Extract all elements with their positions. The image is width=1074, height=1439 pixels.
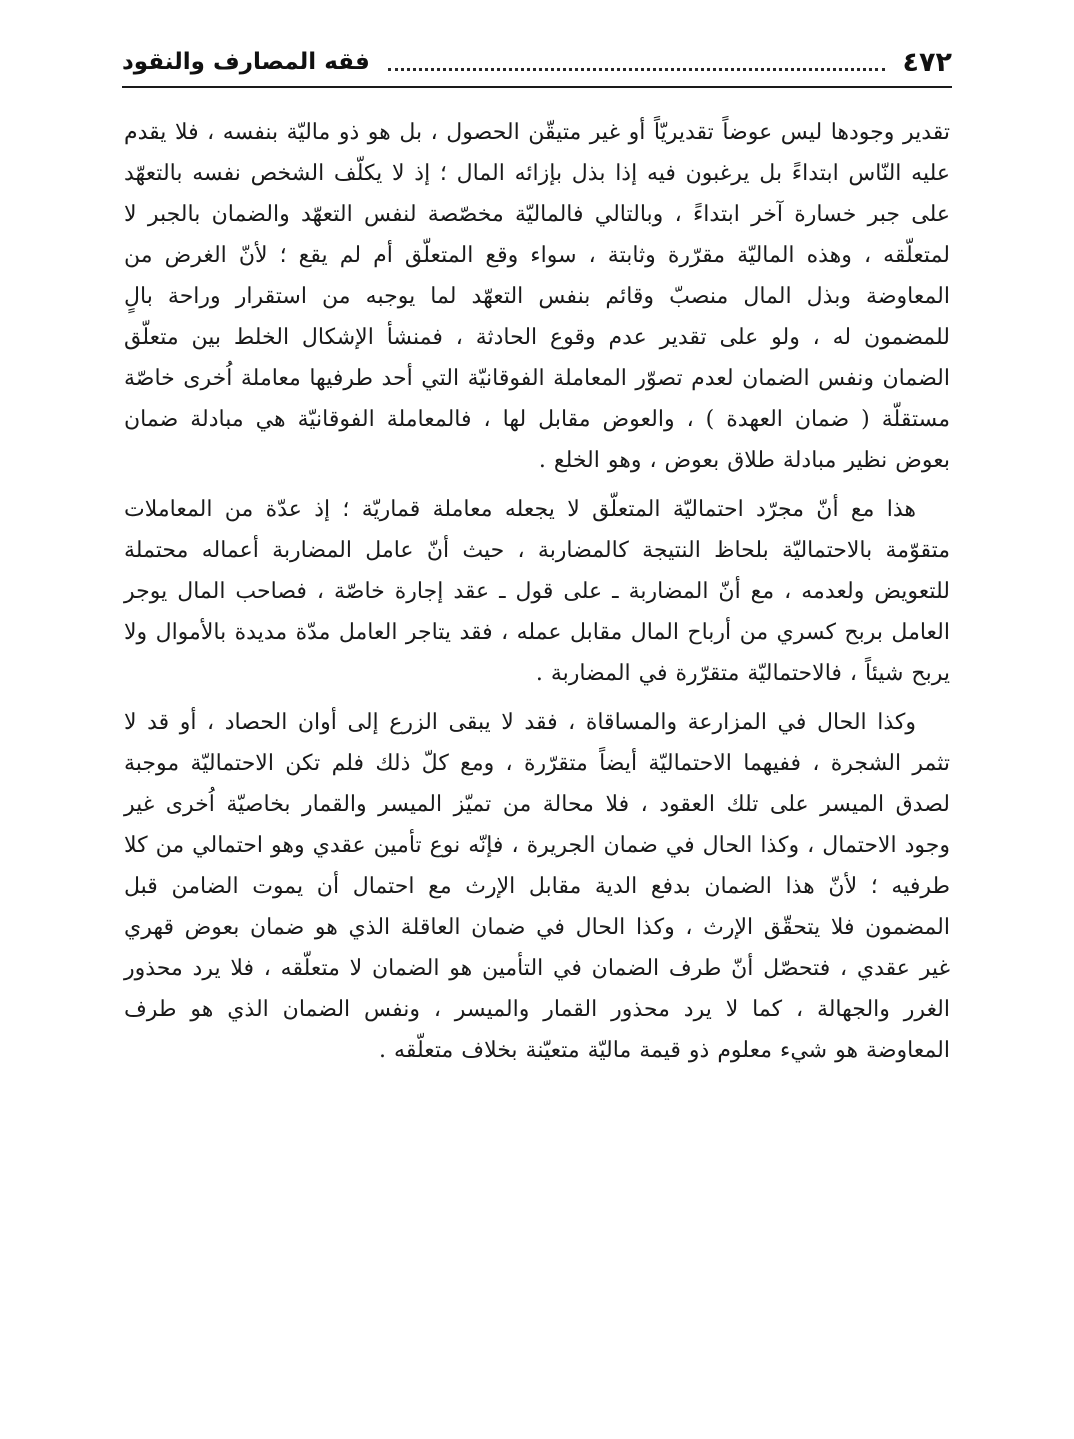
page-number: ٤٧٢ — [902, 46, 952, 78]
header-rule — [122, 86, 952, 88]
book-title: فقه المصارف والنقود — [122, 49, 370, 75]
dot-leader — [388, 66, 885, 71]
paragraph-3: وكذا الحال في المزارعة والمساقاة ، فقد لا يبقى الزرع إلى أوان الحصاد ، أو قد لا تثمر الشجرة ، ففيهما الاحتماليّة أيضاً متقرّرة ، ومع كلّ ذلك فلم تكن الاحتماليّة موجبة لصدق الميسر على تلك العقود ، فلا محالة من تميّز الميسر والقمار بخاصيّة اُخرى غير وجود الاحتمال ، وكذا الحال في ضمان الجريرة ، فإنّه نوع تأمين عقدي وهو احتمالي من كلا طرفيه ؛ لأنّ هذا الضمان بدفع الدية مقابل الإرث مع احتمال أن يموت الضامن قبل المضمون فلا يتحقّق الإرث ، وكذا الحال في ضمان العاقلة الذي هو ضمان بعوض قهري غير عقدي ، فتحصّل أنّ طرف الضمان في التأمين هو الضمان لا متعلّقه ، فلا يرد محذور الغرر والجهالة ، كما لا يرد محذور القمار والميسر ، ونفس الضمان الذي هو طرف المعاوضة هو شيء معلوم ذو قيمة ماليّة متعيّنة بخلاف متعلّقه . — [124, 710, 950, 1063]
paragraph-2: هذا مع أنّ مجرّد احتماليّة المتعلّق لا يجعله معاملة قماريّة ؛ إذ عدّة من المعاملات متقوّمة بالاحتماليّة بلحاظ النتيجة كالمضاربة ، حيث أنّ عامل المضاربة أعماله محتملة للتعويض ولعدمه ، مع أنّ المضاربة ـ على قول ـ عقد إجارة خاصّة ، فصاحب المال يوجر العامل بربح كسري من أرباح المال مقابل عمله ، فقد يتاجر العامل مدّة مديدة بالأموال ولا يربح شيئاً ، فالاحتماليّة متقرّرة في المضاربة . — [124, 497, 950, 686]
paragraph-1: تقدير وجودها ليس عوضاً تقديريّاً أو غير متيقّن الحصول ، بل هو ذو ماليّة بنفسه ، فلا يقدم عليه النّاس ابتداءً بل يرغبون فيه إذا بذل بإزائه المال ؛ إذ لا يكلّف الشخص نفسه بالتعهّد على جبر خسارة آخر ابتداءً ، وبالتالي فالماليّة مخصّصة لنفس التعهّد والضمان بالجبر لا لمتعلّقه ، وهذه الماليّة مقرّرة وثابتة ، سواء وقع المتعلّق أم لم يقع ؛ لأنّ الغرض من المعاوضة وبذل المال منصبّ وقائم بنفس التعهّد لما يوجبه من استقرار وراحة بالٍ للمضمون له ، ولو على تقدير عدم وقوع الحادثة ، فمنشأ الإشكال الخلط بين متعلّق الضمان ونفس الضمان لعدم تصوّر المعاملة الفوقانيّة التي أحد طرفيها معاملة اُخرى خاصّة مستقلّة ( ضمان العهدة ) ، والعوض مقابل لها ، فالمعاملة الفوقانيّة هي مبادلة ضمان بعوض نظير مبادلة طلاق بعوض ، وهو الخلع . — [124, 120, 951, 473]
body-text — [124, 112, 950, 1079]
running-header — [122, 40, 952, 84]
